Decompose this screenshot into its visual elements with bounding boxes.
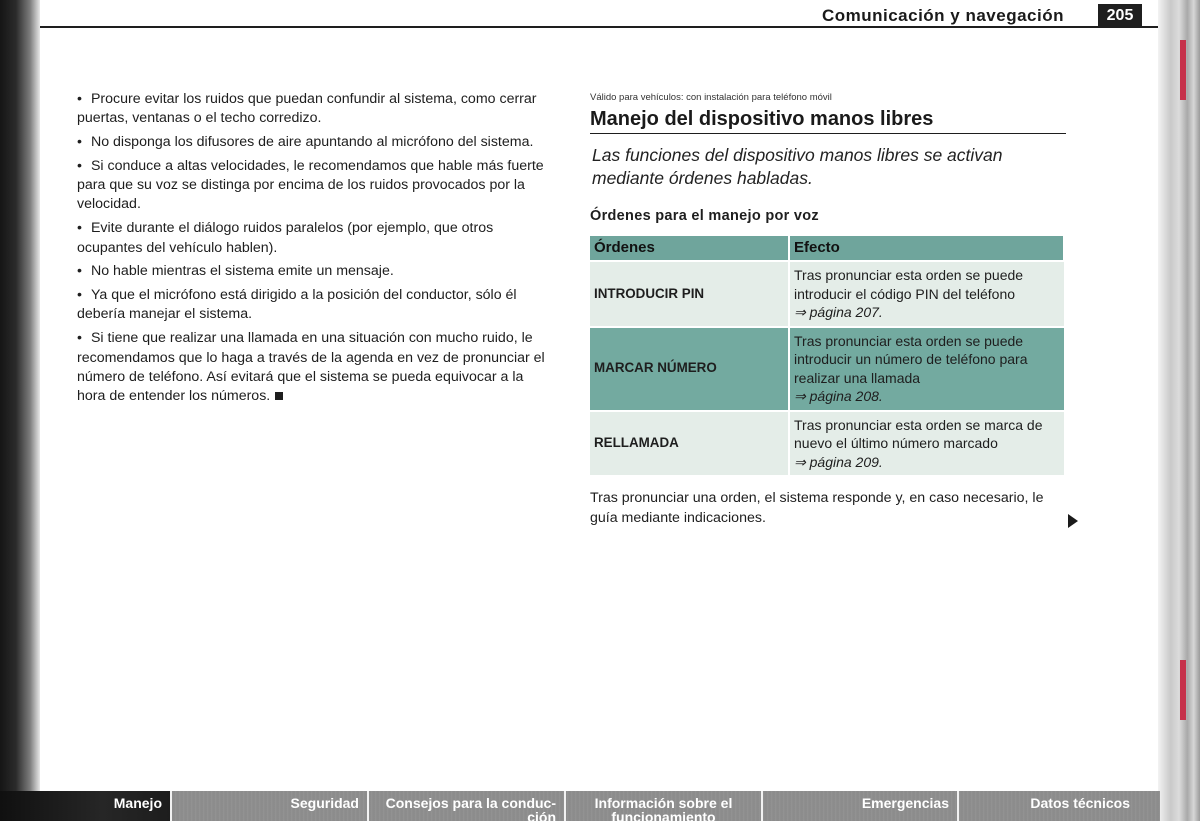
page-reference-link[interactable]: ⇒ página 209.: [794, 453, 883, 470]
bullet-item: • No disponga los difusores de aire apuntando al micrófono del sistema.: [77, 134, 534, 151]
bullet-item: • Ya que el micrófono está dirigido a la posición del conductor, sólo él debería manejar el sistema.: [77, 287, 517, 323]
bullet-icon: •: [77, 134, 82, 151]
section-title: Manejo del dispositivo manos libres: [590, 108, 1066, 134]
table-row: [590, 327, 1064, 411]
bullet-item: • Si tiene que realizar una llamada en una situación con mucho ruido, le recomendamos que lo haga a través de la agenda en vez de pronunciar el número de teléfono. Así evitará que el sistema se pueda equivocar a la hora de entender los números.: [77, 330, 545, 405]
page-reference-link[interactable]: ⇒ página 208.: [794, 388, 883, 404]
book-binding-left: [0, 0, 40, 821]
closing-paragraph: Tras pronunciar una orden, el sistema responde y, en caso necesario, le guía mediante indicaciones.: [590, 490, 1044, 526]
left-column: [77, 90, 553, 411]
column-header-effect: Efecto: [789, 236, 1064, 261]
chapter-title: Comunicación y navegación: [821, 6, 1064, 25]
bullet-icon: •: [77, 287, 82, 304]
bullet-icon: •: [77, 91, 82, 107]
intro-text: Las funciones del dispositivo manos libres se activan mediante órdenes habladas.: [592, 145, 1003, 188]
voice-commands-table: [590, 236, 1065, 475]
applies-to-note: Válido para vehículos: con instalación para teléfono móvil: [590, 92, 832, 103]
effect-cell: Tras pronunciar esta orden se puede introducir el código PIN del teléfono ⇒ página 207.: [789, 261, 1064, 327]
page-number: 205: [1098, 4, 1142, 28]
bullet-icon: •: [77, 263, 82, 280]
bullet-icon: •: [77, 330, 82, 347]
command-cell: INTRODUCIR PIN: [590, 261, 789, 327]
nav-tab-informacion[interactable]: Información sobre el funcionamiento: [566, 791, 763, 821]
table-title: Órdenes para el manejo por voz: [590, 208, 819, 224]
table-row: [590, 261, 1064, 327]
effect-cell: Tras pronunciar esta orden se puede introducir un número de teléfono para realizar una llamada ⇒ página 208.: [789, 327, 1064, 411]
bullet-icon: •: [77, 157, 82, 174]
header-rule: [40, 26, 1158, 28]
bullet-item: • Procure evitar los ruidos que puedan confundir al sistema, como cerrar puertas, ventanas o el techo corredizo.: [77, 91, 537, 127]
end-square-icon: [275, 392, 283, 400]
nav-tab-datos-tecnicos[interactable]: Datos técnicos: [1030, 795, 1130, 811]
page-reference-link[interactable]: ⇒ página 207.: [794, 304, 883, 320]
command-cell: MARCAR NÚMERO: [590, 327, 789, 411]
right-column: [590, 92, 1066, 528]
command-cell: RELLAMADA: [590, 411, 789, 476]
page-marker-tab: [1180, 660, 1186, 720]
table-header-row: [590, 236, 1064, 261]
nav-tab-manejo[interactable]: Manejo: [0, 791, 172, 821]
continue-arrow-icon: [1068, 514, 1078, 528]
column-header-commands: Órdenes: [590, 236, 789, 261]
nav-tab-consejos[interactable]: Consejos para la conduc- ción: [369, 791, 566, 821]
bullet-item: • Evite durante el diálogo ruidos paralelos (por ejemplo, que otros ocupantes del vehículo hablen).: [77, 220, 494, 256]
table-row: [590, 411, 1064, 476]
bullet-item: • No hable mientras el sistema emite un mensaje.: [77, 263, 394, 280]
page-marker-tab: [1180, 40, 1186, 100]
nav-tab-seguridad[interactable]: Seguridad: [172, 791, 369, 821]
bullet-item: • Si conduce a altas velocidades, le recomendamos que hable más fuerte para que su voz se distinga por encima de los ruidos provocados por la velocidad.: [77, 157, 544, 213]
bullet-icon: •: [77, 220, 82, 237]
chapter-navigation: [0, 791, 1160, 821]
nav-tab-emergencias[interactable]: Emergencias: [763, 791, 959, 821]
page-edges-right: [1158, 0, 1200, 821]
effect-cell: Tras pronunciar esta orden se marca de nuevo el último número marcado ⇒ página 209.: [789, 411, 1064, 476]
